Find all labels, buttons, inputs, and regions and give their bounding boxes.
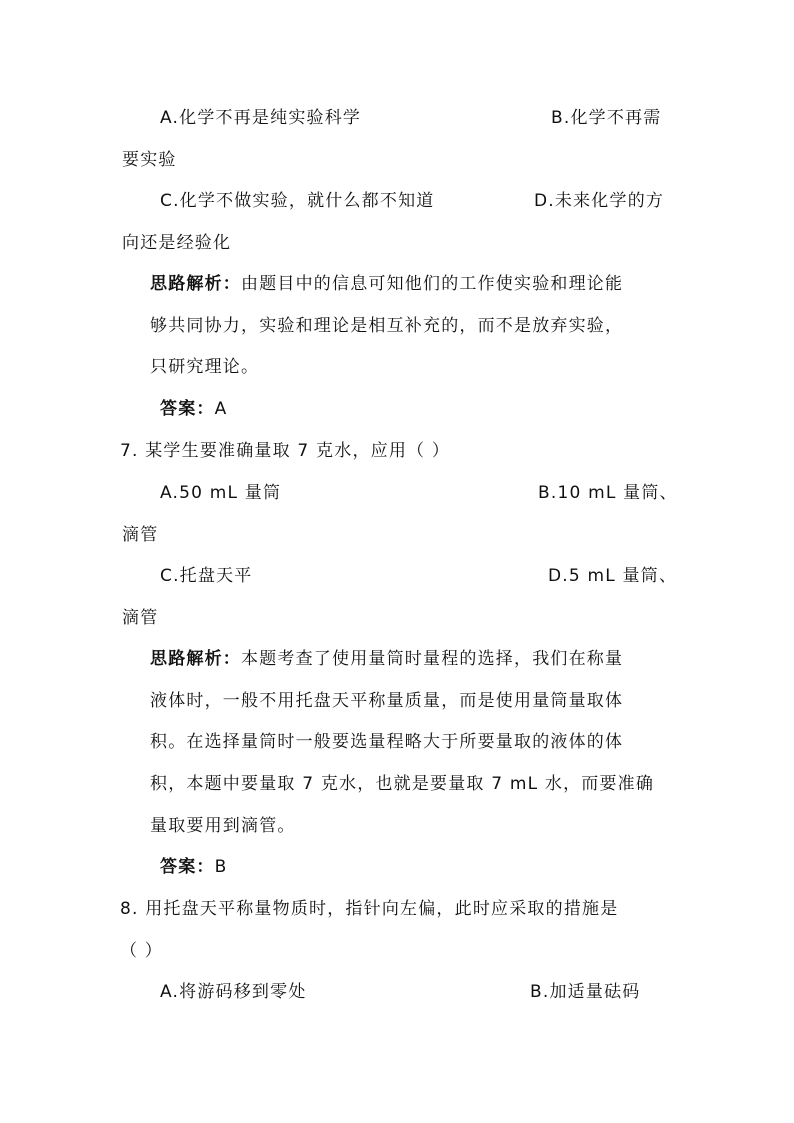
q7-answer-label: 答案： <box>160 857 215 877</box>
q7-analysis-line-3: 积。在选择量筒时一般要选量程略大于所要量取的液体的体 <box>150 732 624 752</box>
q7-answer-value: B <box>214 857 228 877</box>
q6-analysis-line-1 <box>150 273 623 295</box>
q7-analysis-label: 思路解析： <box>150 649 241 669</box>
q8-stem-line-2: （ ） <box>120 941 164 961</box>
q6-analysis-text-1: 由题目中的信息可知他们的工作使实验和理论能 <box>241 274 624 294</box>
q8-option-a: A.将游码移到零处 <box>160 982 307 1002</box>
q6-answer <box>160 398 227 420</box>
q7-option-d: D.5 mL 量筒、 <box>548 566 678 586</box>
q7-analysis-line-2: 液体时，一般不用托盘天平称量质量，而是使用量筒量取体 <box>150 691 624 711</box>
q7-option-b: B.10 mL 量筒、 <box>538 483 678 503</box>
q6-option-b: B.化学不再需 <box>551 108 662 128</box>
q6-answer-label: 答案： <box>160 399 215 419</box>
q6-option-b-cont: 要实验 <box>122 150 177 170</box>
q7-analysis-line-1 <box>150 648 623 670</box>
q6-analysis-line-2: 够共同协力，实验和理论是相互补充的，而不是放弃实验， <box>150 316 624 336</box>
q6-option-d: D.未来化学的方 <box>534 191 665 211</box>
q6-analysis-line-3: 只研究理论。 <box>150 357 260 377</box>
q7-analysis-line-5: 量取要用到滴管。 <box>150 816 296 836</box>
q7-analysis-text-1: 本题考查了使用量筒时量程的选择，我们在称量 <box>241 649 624 669</box>
q8-stem-line-1: 8. 用托盘天平称量物质时，指针向左偏，此时应采取的措施是 <box>120 899 619 919</box>
q6-answer-value: A <box>214 399 228 419</box>
q8-option-b: B.加适量砝码 <box>530 982 641 1002</box>
q7-option-c: C.托盘天平 <box>160 566 253 586</box>
q7-answer <box>160 856 227 878</box>
q7-analysis-line-4: 积，本题中要量取 7 克水，也就是要量取 7 mL 水，而要准确 <box>150 774 655 794</box>
q6-option-d-cont: 向还是经验化 <box>122 233 232 253</box>
q6-option-c: C.化学不做实验，就什么都不知道 <box>160 191 435 211</box>
q7-stem: 7. 某学生要准确量取 7 克水，应用（ ） <box>120 441 451 461</box>
q6-analysis-label: 思路解析： <box>150 274 241 294</box>
q6-option-a: A.化学不再是纯实验科学 <box>160 108 362 128</box>
q7-option-b-cont: 滴管 <box>122 525 159 545</box>
q7-option-a: A.50 mL 量筒 <box>160 483 282 503</box>
q7-option-d-cont: 滴管 <box>122 608 159 628</box>
